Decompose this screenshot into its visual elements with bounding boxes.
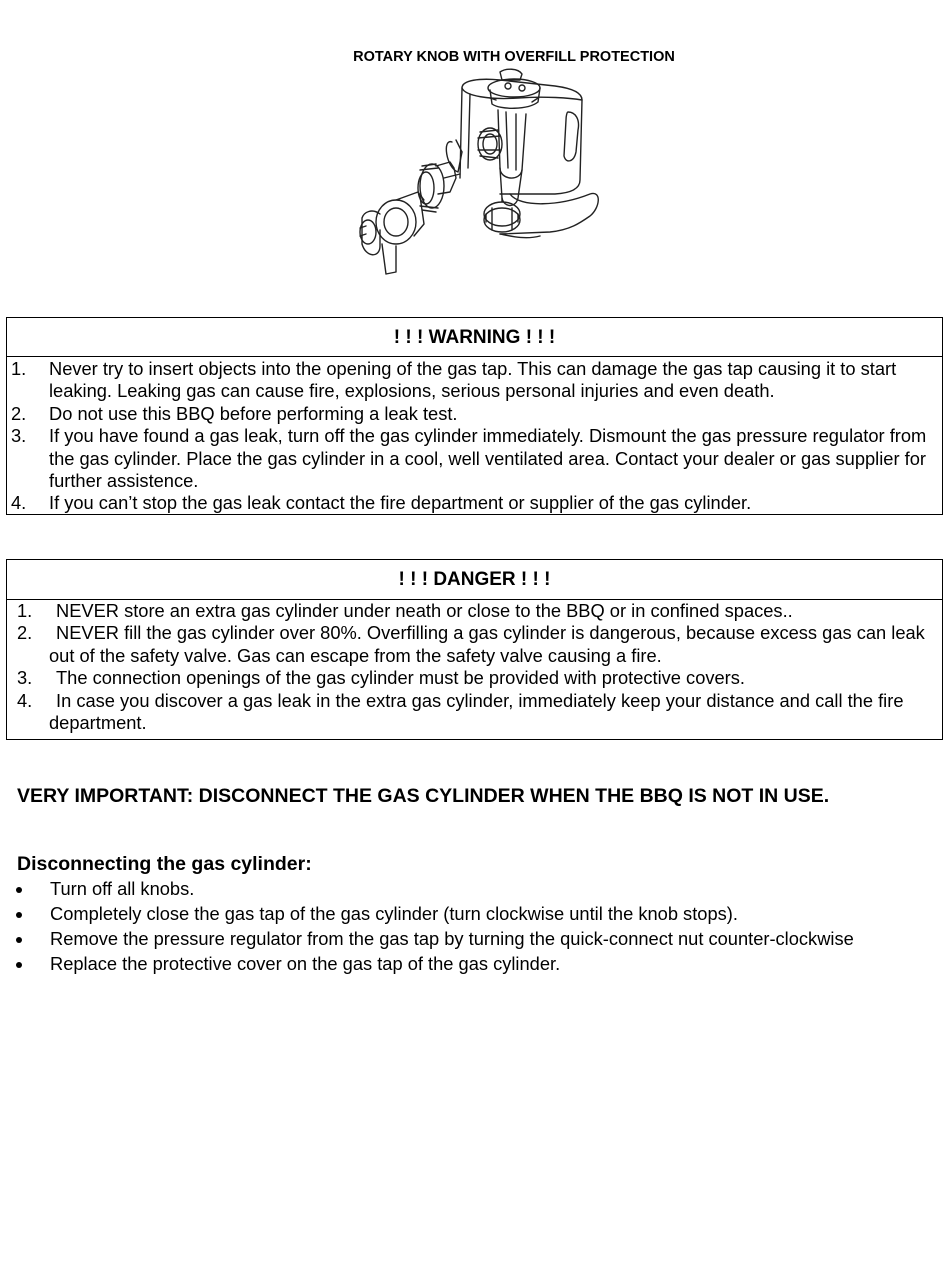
warning-list: [7, 357, 942, 515]
item-text: The connection openings of the gas cylinder must be provided with protective covers.: [56, 667, 745, 689]
item-number: 1.: [17, 600, 33, 621]
item-number: 3.: [17, 667, 33, 689]
step-text: Remove the pressure regulator from the gas tap by turning the quick-connect nut counter-clockwise: [50, 928, 854, 949]
danger-title: ! ! ! DANGER ! ! !: [7, 560, 942, 600]
bullet-icon: [16, 937, 22, 943]
list-item: [0, 878, 900, 900]
list-item: [0, 928, 900, 950]
bullet-icon: [16, 912, 22, 918]
disconnect-steps: [0, 878, 900, 978]
danger-item: [7, 622, 942, 667]
item-text: NEVER fill the gas cylinder over 80%. Overfilling a gas cylinder is dangerous, because excess gas can leak out of the safety valve. Gas can escape from the safety valve causing a fire.: [49, 622, 925, 666]
warning-title: ! ! ! WARNING ! ! !: [7, 318, 942, 357]
danger-list: [7, 600, 942, 734]
danger-item: [7, 600, 942, 622]
item-number: 2.: [11, 402, 27, 424]
section-heading: Disconnecting the gas cylinder:: [17, 853, 312, 875]
item-text: If you have found a gas leak, turn off the gas cylinder immediately. Dismount the gas pressure regulator from the gas cylinder. Place the gas cylinder in a cool, well ventilated area. Contact your dealer or gas supplier for further assistence.: [49, 425, 927, 492]
warning-item: [7, 358, 942, 403]
item-text: If you can’t stop the gas leak contact the fire department or supplier of the gas cylinder.: [49, 492, 752, 514]
step-text: Completely close the gas tap of the gas cylinder (turn clockwise until the knob stops).: [50, 903, 738, 924]
warning-item: [7, 403, 942, 425]
danger-item: [7, 690, 942, 735]
item-text: In case you discover a gas leak in the extra gas cylinder, immediately keep your distance and call the fire department.: [49, 689, 904, 734]
item-text: Never try to insert objects into the opening of the gas tap. This can damage the gas tap causing it to start leaking. Leaking gas can cause fire, explosions, serious personal injuries and even death.: [49, 358, 897, 402]
list-item: [0, 903, 900, 925]
danger-item: [7, 667, 942, 689]
item-number: 3.: [11, 425, 27, 447]
item-number: 4.: [17, 689, 33, 711]
warning-item: [7, 492, 942, 514]
step-text: Turn off all knobs.: [50, 878, 195, 899]
bullet-icon: [16, 887, 22, 893]
step-text: Replace the protective cover on the gas tap of the gas cylinder.: [50, 953, 561, 974]
important-notice: VERY IMPORTANT: DISCONNECT THE GAS CYLINDER WHEN THE BBQ IS NOT IN USE.: [17, 785, 830, 807]
item-number: 1.: [11, 358, 27, 379]
list-item: [0, 953, 900, 975]
item-text: Do not use this BBQ before performing a leak test.: [49, 402, 458, 424]
item-text: NEVER store an extra gas cylinder under neath or close to the BBQ or in confined spaces..: [56, 600, 793, 621]
danger-box: [6, 559, 943, 740]
figure-title: ROTARY KNOB WITH OVERFILL PROTECTION: [353, 49, 675, 65]
item-number: 2.: [17, 622, 33, 644]
gas-cylinder-valve-illustration: [350, 68, 610, 280]
bullet-icon: [16, 962, 22, 968]
item-number: 4.: [11, 492, 27, 514]
warning-box: [6, 317, 943, 515]
warning-item: [7, 425, 942, 492]
